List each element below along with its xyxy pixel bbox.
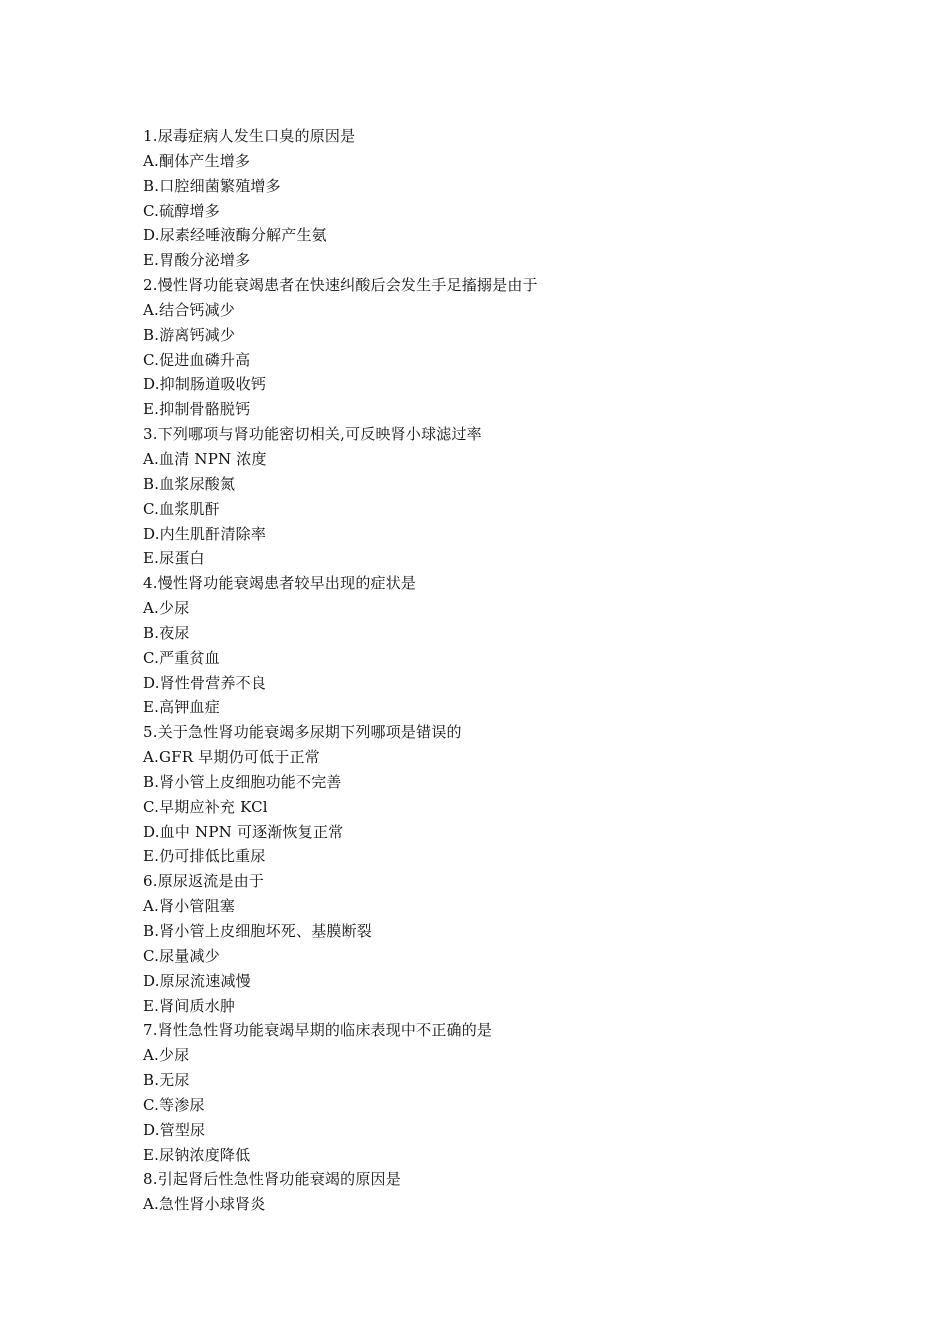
option-e: E.尿蛋白 — [143, 549, 205, 568]
option-b: B.血浆尿酸氮 — [143, 474, 236, 493]
option-a: A.结合钙减少 — [143, 300, 236, 319]
question-stem: 8.引起肾后性急性肾功能衰竭的原因是 — [143, 1170, 401, 1189]
question-5 — [143, 720, 823, 869]
option-a: A.GFR 早期仍可低于正常 — [143, 748, 320, 767]
option-d: D.肾性骨营养不良 — [143, 673, 267, 692]
option-b: B.肾小管上皮细胞坏死、基膜断裂 — [143, 922, 372, 940]
question-stem: 5.关于急性肾功能衰竭多尿期下列哪项是错误的 — [143, 723, 462, 742]
option-e: E.肾间质水肿 — [143, 996, 236, 1015]
question-stem: 3.下列哪项与肾功能密切相关,可反映肾小球滤过率 — [143, 425, 482, 444]
option-a: A.肾小管阻塞 — [143, 897, 236, 916]
question-stem: 7.肾性急性肾功能衰竭早期的临床表现中不正确的是 — [143, 1021, 493, 1040]
question-1 — [143, 124, 823, 273]
option-b: B.口腔细菌繁殖增多 — [143, 176, 281, 195]
option-d: D.内生肌酐清除率 — [143, 524, 267, 543]
option-d: D.抑制肠道吸收钙 — [143, 375, 267, 394]
question-4 — [143, 571, 823, 720]
option-a: A.血清 NPN 浓度 — [143, 449, 267, 468]
option-e: E.仍可排低比重尿 — [143, 847, 266, 866]
option-c: C.促进血磷升高 — [143, 350, 251, 369]
option-b: B.肾小管上皮细胞功能不完善 — [143, 772, 342, 791]
question-stem: 2.慢性肾功能衰竭患者在快速纠酸后会发生手足搐搦是由于 — [143, 276, 538, 295]
question-stem: 4.慢性肾功能衰竭患者较早出现的症状是 — [143, 574, 417, 593]
question-stem: 6.原尿返流是由于 — [143, 872, 265, 891]
option-a: A.少尿 — [143, 1046, 190, 1065]
option-c: C.早期应补充 KCl — [143, 797, 268, 816]
question-7 — [143, 1018, 823, 1167]
question-6 — [143, 869, 823, 1018]
option-e: E.抑制骨骼脱钙 — [143, 400, 251, 419]
option-a: A.少尿 — [143, 599, 190, 618]
option-e: E.胃酸分泌增多 — [143, 251, 251, 270]
option-c: C.等渗尿 — [143, 1095, 205, 1114]
option-a: A.急性肾小球肾炎 — [143, 1195, 266, 1214]
option-e: E.尿钠浓度降低 — [143, 1145, 251, 1164]
question-stem: 1.尿毒症病人发生口臭的原因是 — [143, 127, 356, 145]
question-8 — [143, 1167, 823, 1217]
option-e: E.高钾血症 — [143, 698, 220, 717]
question-2 — [143, 273, 823, 422]
option-b: B.夜尿 — [143, 623, 190, 642]
option-c: C.严重贫血 — [143, 648, 220, 667]
option-d: D.血中 NPN 可逐渐恢复正常 — [143, 822, 344, 841]
option-b: B.无尿 — [143, 1071, 190, 1090]
option-b: B.游离钙减少 — [143, 325, 236, 344]
option-c: C.硫醇增多 — [143, 201, 220, 220]
option-c: C.血浆肌酐 — [143, 499, 220, 518]
option-d: D.原尿流速减慢 — [143, 971, 251, 990]
option-d: D.尿素经唾液酶分解产生氨 — [143, 226, 327, 245]
question-3 — [143, 422, 823, 571]
option-c: C.尿量减少 — [143, 946, 220, 965]
question-list — [143, 124, 823, 1217]
option-a: A.酮体产生增多 — [143, 151, 251, 170]
option-d: D.管型尿 — [143, 1120, 206, 1139]
